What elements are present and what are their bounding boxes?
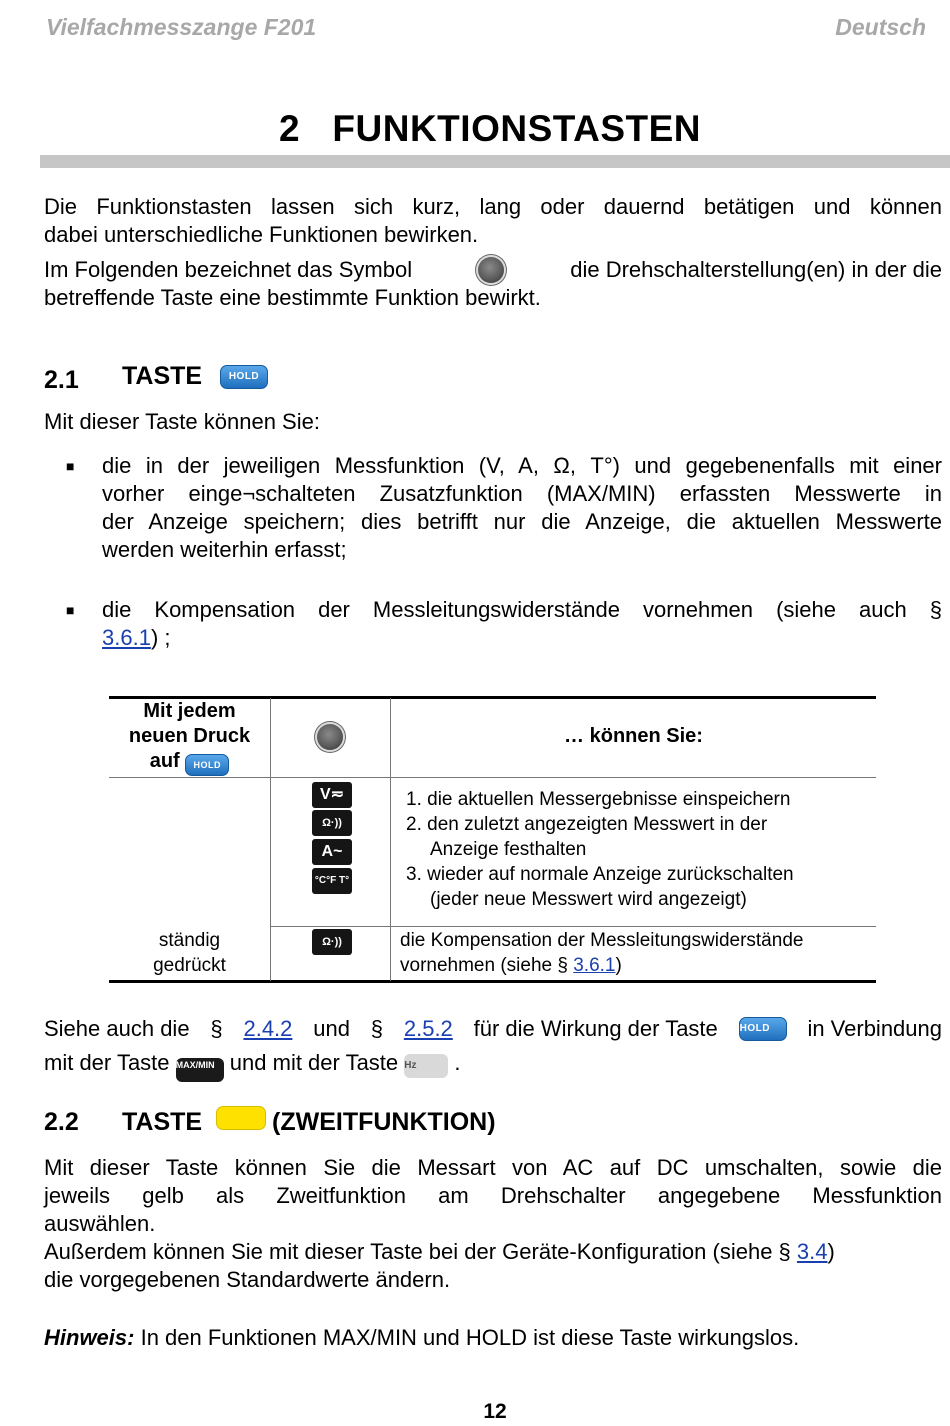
hold-function-table bbox=[109, 696, 876, 982]
intro-p2-text-b: die Drehschalterstellung(en) in der die bbox=[570, 257, 942, 282]
section-2-2-paragraph-1 bbox=[44, 1154, 942, 1238]
table-row2-press bbox=[109, 928, 270, 978]
header-press-line1: Mit jedem bbox=[143, 700, 236, 722]
row2-press-line2: gedrückt bbox=[153, 955, 226, 976]
section-2-1-number: 2.1 bbox=[44, 366, 79, 394]
yellow-key-icon bbox=[216, 1106, 266, 1130]
switch-ohm-continuity-icon: Ω·)) bbox=[312, 929, 352, 955]
section-2-2-number: 2.2 bbox=[44, 1108, 79, 1136]
link-2-4-2[interactable]: 2.4.2 bbox=[243, 1016, 293, 1041]
switch-temperature-icon: °C°F T° bbox=[312, 868, 352, 894]
crossref-line1 bbox=[44, 1015, 942, 1043]
row2-action-text: vornehmen (siehe § bbox=[400, 955, 568, 976]
bullet-1-line1: die in der jeweiligen Messfunktion (V, A, Ω, T°) und gegebenenfalls mit einer bbox=[102, 453, 942, 478]
chapter-number: 2 bbox=[279, 108, 301, 149]
crossref-section-sign-2: § bbox=[370, 1016, 384, 1041]
section-2-1-title: TASTE bbox=[122, 362, 203, 390]
section-2-1-lead: Mit dieser Taste können Sie: bbox=[44, 409, 320, 434]
chapter-heading bbox=[0, 108, 950, 150]
crossref-t4: in Verbindung bbox=[807, 1016, 942, 1041]
bullet-2-line2 bbox=[102, 624, 942, 652]
intro-p2-text-a: Im Folgenden bezeichnet das Symbol bbox=[44, 257, 413, 282]
s22-p2-line1 bbox=[44, 1238, 942, 1266]
crossref-t7: . bbox=[454, 1050, 461, 1075]
intro-p2-line1 bbox=[44, 256, 942, 284]
hold-key-icon: HOLD bbox=[220, 365, 268, 389]
crossref-t1: Siehe auch die bbox=[44, 1016, 190, 1041]
intro-p2-line2: betreffende Taste eine bestimmte Funktion bewirkt. bbox=[44, 285, 541, 310]
s22-p2-close: ) bbox=[827, 1239, 835, 1264]
table-header-rule bbox=[109, 777, 876, 778]
bullet-1-line4: werden weiterhin erfasst; bbox=[102, 537, 347, 562]
table-col-divider-1 bbox=[270, 698, 271, 981]
bullet-1-marker: ■ bbox=[66, 458, 75, 474]
s22-p2-line2: die vorgegebenen Standardwerte ändern. bbox=[44, 1267, 451, 1292]
switch-a-ac-icon: A~ bbox=[312, 839, 352, 865]
crossref-t6: und mit der Taste bbox=[229, 1050, 399, 1075]
table-row2-action bbox=[400, 928, 870, 978]
row2-action-close: ) bbox=[615, 955, 622, 976]
page-number: 12 bbox=[483, 1400, 507, 1423]
link-3-6-1[interactable]: 3.6.1 bbox=[573, 955, 616, 976]
crossref-line2 bbox=[44, 1049, 942, 1082]
maxmin-key-icon: MAX/MIN bbox=[176, 1058, 224, 1082]
note-text: In den Funktionen MAX/MIN und HOLD ist diese Taste wirkungslos. bbox=[140, 1325, 800, 1350]
header-press-line2: neuen Druck bbox=[128, 725, 251, 747]
hold-key-icon: HOLD bbox=[185, 754, 229, 776]
table-bottom-rule bbox=[109, 980, 876, 983]
header-press-auf: auf bbox=[149, 750, 180, 772]
bullet-1-line2: vorher einge¬schalteten Zusatzfunktion (MAX/MIN) erfassten Messwerte in bbox=[102, 481, 942, 506]
running-header-language: Deutsch bbox=[835, 14, 926, 40]
table-row1-actions bbox=[406, 787, 871, 912]
hold-key-icon: HOLD bbox=[739, 1017, 787, 1041]
link-3-4[interactable]: 3.4 bbox=[796, 1239, 828, 1264]
table-header-press bbox=[109, 699, 270, 776]
s22-p1-line3: auswählen. bbox=[44, 1211, 156, 1236]
note bbox=[44, 1324, 942, 1352]
heading-rule bbox=[40, 155, 950, 168]
intro-p1-line2: dabei unterschiedliche Funktionen bewirken. bbox=[44, 222, 479, 247]
bullet-2-line1: die Kompensation der Messleitungswiderstände vornehmen (siehe auch § bbox=[102, 597, 942, 622]
bullet-1-line3: der Anzeige speichern; dies betrifft nur die Anzeige, die aktuellen Messwerte bbox=[102, 509, 942, 534]
intro-paragraph-1 bbox=[44, 193, 942, 249]
row2-press-line1: ständig bbox=[158, 930, 221, 951]
intro-paragraph-2 bbox=[44, 256, 942, 312]
intro-p1-line1: Die Funktionstasten lassen sich kurz, lang oder dauernd betätigen und können bbox=[44, 194, 942, 219]
action-2: 2. den zuletzt angezeigten Messwert in der bbox=[406, 814, 768, 835]
switch-ohm-continuity-icon: Ω·)) bbox=[312, 810, 352, 836]
table-row-rule bbox=[270, 926, 876, 927]
bullet-2-tail: ) ; bbox=[150, 625, 171, 650]
hz-key-icon: Hz bbox=[404, 1054, 448, 1078]
rotary-switch-symbol-icon bbox=[478, 257, 504, 283]
header-press-line3 bbox=[109, 749, 270, 776]
bullet-2-text bbox=[102, 596, 942, 652]
link-2-5-2[interactable]: 2.5.2 bbox=[403, 1016, 453, 1041]
row2-action-line1: die Kompensation der Messleitungswiderstände bbox=[400, 930, 804, 951]
rotary-switch-symbol-icon bbox=[317, 724, 343, 750]
table-header-action: … können Sie: bbox=[564, 725, 703, 747]
action-2-cont: Anzeige festhalten bbox=[430, 839, 587, 860]
s22-p2-text: Außerdem können Sie mit dieser Taste bei der Geräte-Konfiguration (siehe § bbox=[44, 1239, 791, 1264]
section-2-2-paragraph-2 bbox=[44, 1238, 942, 1294]
row2-action-line2 bbox=[400, 953, 870, 978]
crossref-t2: und bbox=[313, 1016, 350, 1041]
crossref-paragraph bbox=[44, 1015, 942, 1082]
link-3-6-1[interactable]: 3.6.1 bbox=[102, 625, 151, 650]
action-3: 3. wieder auf normale Anzeige zurückschalten bbox=[406, 864, 794, 885]
crossref-t5: mit der Taste bbox=[44, 1050, 170, 1075]
note-label: Hinweis: bbox=[44, 1325, 135, 1350]
chapter-title: FUNKTIONSTASTEN bbox=[332, 108, 701, 149]
s22-p1-line1: Mit dieser Taste können Sie die Messart von AC auf DC umschalten, sowie die bbox=[44, 1155, 942, 1180]
bullet-2-marker: ■ bbox=[66, 602, 75, 618]
running-header-title: Vielfachmesszange F201 bbox=[46, 14, 317, 40]
section-2-2-title-suffix: (ZWEITFUNKTION) bbox=[272, 1108, 496, 1136]
s22-p1-line2: jeweils gelb als Zweitfunktion am Drehschalter angegebene Messfunktion bbox=[44, 1183, 942, 1208]
bullet-1-text bbox=[102, 452, 942, 564]
crossref-t3: für die Wirkung der Taste bbox=[473, 1016, 718, 1041]
crossref-section-sign-1: § bbox=[210, 1016, 223, 1041]
switch-v-dc-ac-icon: V≂ bbox=[312, 782, 352, 808]
section-2-2-title: TASTE bbox=[122, 1108, 203, 1136]
action-1: 1. die aktuellen Messergebnisse einspeichern bbox=[406, 789, 791, 810]
action-3-cont: (jeder neue Messwert wird angezeigt) bbox=[430, 889, 747, 910]
